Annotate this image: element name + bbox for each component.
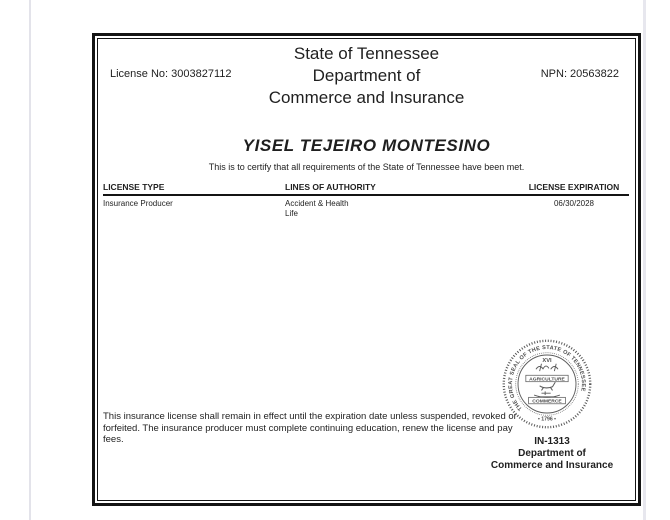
- license-notice: This insurance license shall remain in effect until the expiration date unless suspended, revoked or forfeited. The insurance producer must complete continuing education, renew the license and pay fees.: [103, 411, 517, 445]
- certificate-inner-border: [97, 38, 636, 501]
- col-header-license-expiration: LICENSE EXPIRATION: [528, 182, 620, 192]
- certify-statement: This is to certify that all requirements of the State of Tennessee have been met.: [208, 162, 525, 172]
- seal-agriculture-label: AGRICULTURE: [529, 377, 565, 383]
- form-identifier-block: [472, 436, 632, 472]
- col-header-license-type: LICENSE TYPE: [103, 182, 165, 192]
- cell-license-expiration: 06/30/2028: [553, 199, 595, 208]
- licensee-name: YISEL TEJEIRO MONTESINO: [242, 136, 491, 155]
- seal-year: • 1796 •: [538, 416, 556, 423]
- license-table-header: [103, 182, 629, 196]
- authority-line-2: Life: [285, 209, 298, 218]
- title-line-department: Department of: [312, 66, 421, 85]
- authority-line-1: Accident & Health: [285, 199, 349, 208]
- table-row: [103, 196, 629, 219]
- form-dept-line2: Commerce and Insurance: [490, 460, 614, 471]
- cell-license-type: Insurance Producer: [103, 199, 173, 208]
- seal-ring-text: THE GREAT SEAL OF THE STATE OF TENNESSEE: [507, 345, 587, 412]
- title-line-commerce: Commerce and Insurance: [268, 88, 465, 107]
- cell-lines-of-authority: [285, 199, 519, 219]
- certificate-outer-border: [92, 33, 641, 506]
- license-number: License No: 3003827112: [110, 68, 232, 80]
- title-line-state: State of Tennessee: [293, 44, 440, 63]
- col-header-lines-of-authority: LINES OF AUTHORITY: [285, 182, 376, 192]
- npn-number: NPN: 20563822: [540, 68, 619, 80]
- form-dept-line1: Department of: [518, 448, 586, 459]
- seal-commerce-label: COMMERCE: [532, 399, 562, 405]
- document-page: [29, 0, 646, 520]
- form-number: IN-1313: [534, 436, 570, 447]
- tennessee-state-seal-icon: [501, 338, 593, 430]
- seal-numeral: XVI: [542, 357, 552, 364]
- license-table: [103, 182, 629, 219]
